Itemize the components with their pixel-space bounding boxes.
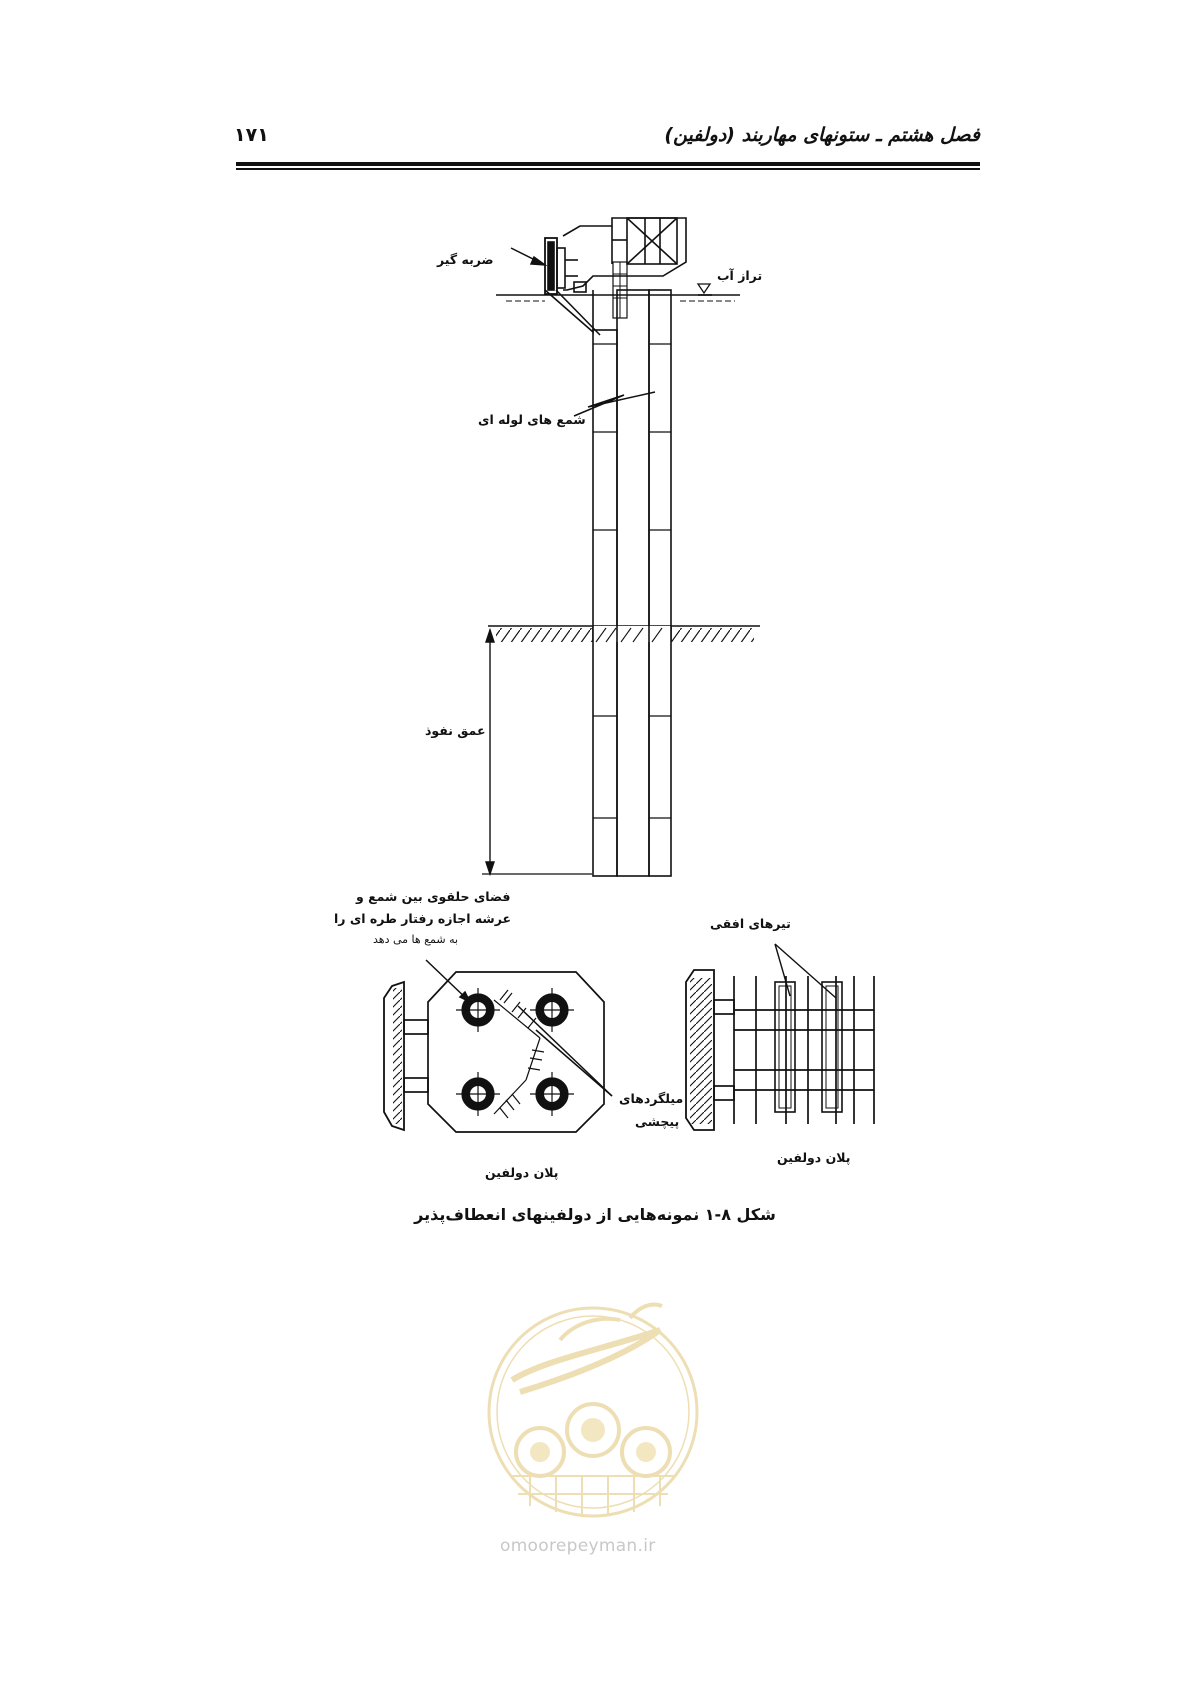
plan-left-label: پلان دولفین [485, 1165, 559, 1180]
water-level-label: تراز آب [717, 268, 763, 283]
watermark-url: omoorepeyman.ir [500, 1536, 656, 1556]
annular-note-line3: به شمع ها می دهد [373, 933, 459, 946]
torsion-bars-label-line1: میلگردهای [619, 1091, 684, 1106]
annular-note-line2: عرشه اجازه رفتار طره ای را [334, 911, 512, 926]
annular-note-line1: فضای حلقوی بین شمع و [356, 889, 511, 904]
penetration-depth-label: عمق نفوذ [425, 723, 486, 738]
plan-right-label: پلان دولفین [777, 1150, 851, 1165]
figure-caption: شکل ۸-۱ نمونه‌هایی از دولفینهای انعطاف‌پذیر [414, 1205, 776, 1224]
chapter-title: فصل هشتم ـ ستونهای مهاربند (دولفین) [664, 124, 980, 146]
page-number: ۱۷۱ [234, 124, 269, 146]
horizontal-beams-label: تیرهای افقی [710, 916, 791, 931]
torsion-bars-label-line2: پیچشی [635, 1114, 680, 1129]
fender-label: ضربه گیر [437, 252, 494, 267]
tubular-piles-label: شمع های لوله ای [478, 412, 586, 427]
